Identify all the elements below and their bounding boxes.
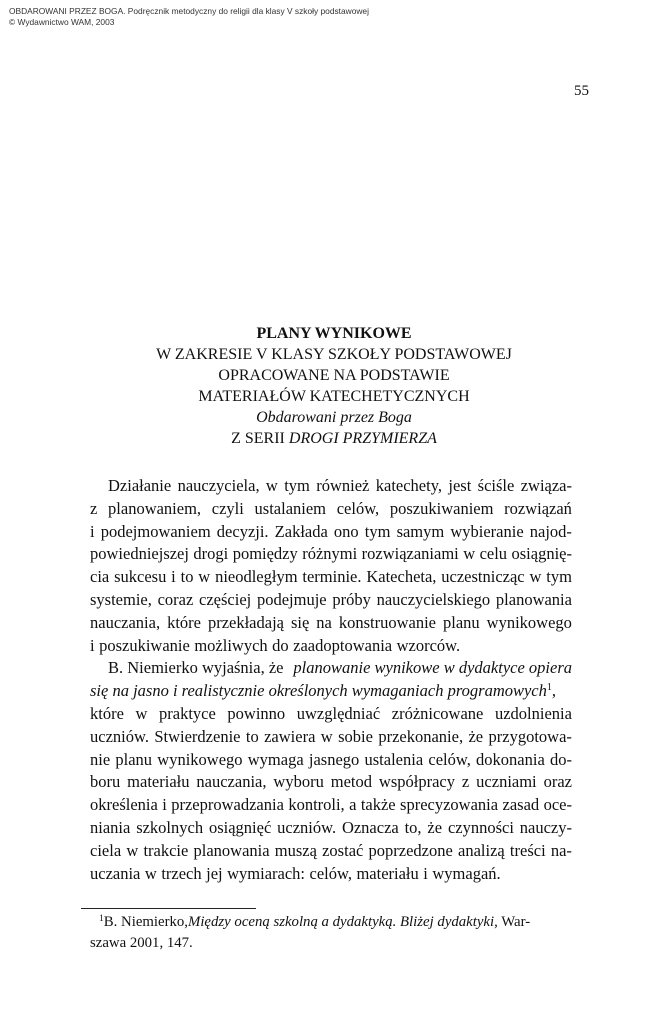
footnote-mark: 1 xyxy=(99,914,104,924)
paragraph-2-rest-line-6: niania szkolnych osiągnięć uczniów. Oznacza to, że czynności nauczy- xyxy=(90,817,572,837)
title-series-name: DROGI PRZYMIERZA xyxy=(288,430,437,447)
title-line3: OPRACOWANE NA PODSTAWIE xyxy=(218,367,450,384)
title-series-prefix: Z SERII xyxy=(231,430,289,447)
header-note-line1: OBDAROWANI PRZEZ BOGA. Podręcznik metodyczny do religii dla klasy V szkoły podstawowej xyxy=(9,6,369,16)
footnote-place: , War- xyxy=(494,914,531,930)
paragraph-1-line-8: i poszukiwanie możliwych do zaadoptowania wzorców. xyxy=(90,635,461,655)
page-number: 55 xyxy=(574,83,589,99)
footnote-reference[interactable]: 1 xyxy=(546,682,552,694)
title-line2: W ZAKRESIE V KLASY SZKOŁY PODSTAWOWEJ xyxy=(156,346,512,363)
footnote-line-1 xyxy=(90,912,572,933)
paragraph-2-rest-line-8: uczania w trzech jej wymiarach: celów, materiału i wymagań. xyxy=(90,863,501,883)
paragraph-2-rest-line-4: boru materiału nauczania, wyboru metod współpracy z uczniami oraz xyxy=(90,772,572,792)
title-block xyxy=(90,323,578,449)
footnote-separator xyxy=(81,908,256,909)
body-text xyxy=(90,475,572,885)
paragraph-1 xyxy=(90,475,572,657)
footnote xyxy=(90,912,572,953)
paragraph-1-line-2: z planowaniem, czyli ustalaniem celów, poszukiwaniem rozwiązań xyxy=(90,498,572,518)
paragraph-2-line-2 xyxy=(90,680,572,703)
title-line5: Obdarowani przez Boga xyxy=(256,409,412,426)
title-main: PLANY WYNIKOWE xyxy=(256,325,412,342)
paragraph-2-rest xyxy=(90,703,572,885)
paragraph-1-line-3: i podejmowaniem decyzji. Zakłada ono tym samym wybieranie najod- xyxy=(90,521,572,541)
footnote-author: B. Niemierko, xyxy=(103,914,188,930)
paragraph-2-rest-line-3: nie planu wynikowego wymaga jasnego ustalenia celów, dokonania do- xyxy=(90,749,572,769)
footnote-line-2: szawa 2001, 147. xyxy=(90,934,193,951)
title-line4: MATERIAŁÓW KATECHETYCZNYCH xyxy=(198,388,470,405)
paragraph-2 xyxy=(90,657,572,885)
paragraph-2-intro: B. Niemierko wyjaśnia, że xyxy=(108,658,284,678)
header-note-line2: © Wydawnictwo WAM, 2003 xyxy=(9,16,115,27)
paragraph-2-rest-line-1: które w praktyce powinno uwzględniać zróżnicowane uzdolnienia xyxy=(90,703,572,723)
paragraph-1-line-7: nauczania, które przekładają się na konstruowanie planu wynikowego xyxy=(90,612,572,632)
header-note xyxy=(9,6,369,27)
paragraph-1-line-4: powiedniejszej drogi pomiędzy różnymi rozwiązaniami w celu osiągnię- xyxy=(90,544,572,564)
paragraph-2-quote-start: planowanie wynikowe w dydaktyce opiera xyxy=(293,658,572,678)
paragraph-2-rest-line-5: określenia i przeprowadzania kontroli, a także sprecyzowania zasad oce- xyxy=(90,795,572,815)
paragraph-2-line-1 xyxy=(90,657,572,680)
paragraph-2-rest-line-7: ciela w trakcie planowania muszą zostać poprzedzone analizą treści na- xyxy=(90,840,572,860)
paragraph-2-quote-end: się na jasno i realistycznie określonych wymaganiach programowych xyxy=(90,681,547,701)
paragraph-2-rest-line-2: uczniów. Stwierdzenie to zawiera w sobie przekonanie, że przygotowa- xyxy=(90,726,572,746)
footnote-title: Między oceną szkolną a dydaktyką. Bliżej dydaktyki xyxy=(188,914,495,930)
title-line6 xyxy=(90,428,578,449)
paragraph-2-comma: , xyxy=(551,681,557,701)
paragraph-1-line-6: systemie, coraz częściej podejmuje próby nauczycielskiego planowania xyxy=(90,589,572,609)
paragraph-1-line-5: cia sukcesu i to w nieodległym terminie. Katecheta, uczestnicząc w tym xyxy=(90,567,572,587)
paragraph-2-quote-end-wrap xyxy=(90,680,556,703)
paragraph-1-line-1: Działanie nauczyciela, w tym również katechety, jest ściśle związa- xyxy=(108,476,572,495)
